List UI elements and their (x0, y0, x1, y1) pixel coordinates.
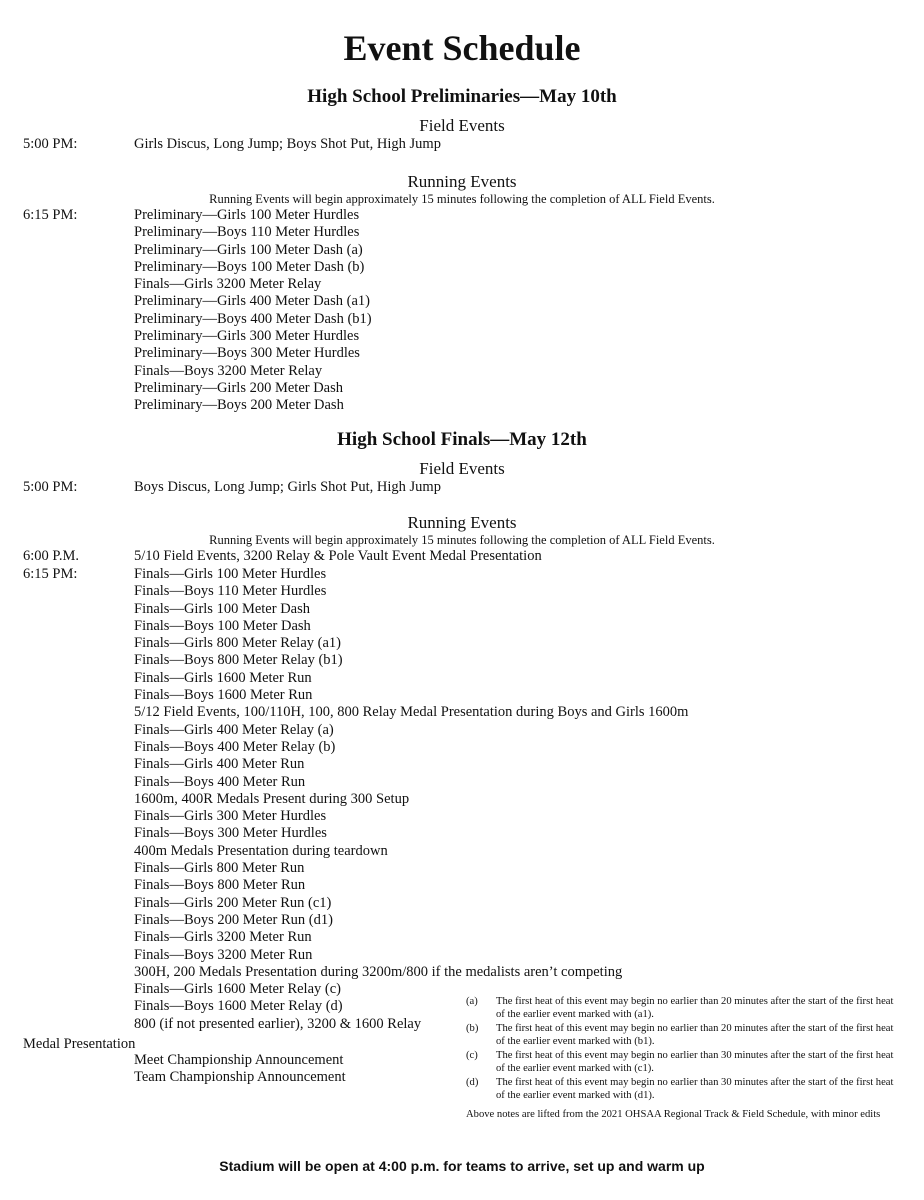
finals-field-heading: Field Events (419, 459, 505, 478)
schedule-item: Preliminary—Boys 200 Meter Dash (134, 397, 344, 414)
schedule-item: 800 (if not presented earlier), 3200 & 1600 Relay (134, 1015, 422, 1032)
schedule-item: Finals—Boys 400 Meter Run (134, 773, 306, 790)
schedule-item: Preliminary—Boys 110 Meter Hurdles (134, 224, 360, 241)
finals-field-time: 5:00 PM: (23, 479, 78, 495)
footnote-label: (a) (466, 996, 478, 1007)
footnote-text: The first heat of this event may begin no earlier than 30 minutes after the start of the first heat of the earlier event marked with (d1). (496, 1077, 894, 1101)
schedule-item: Finals—Girls 100 Meter Dash (134, 600, 310, 617)
prelims-field-heading: Field Events (419, 116, 505, 135)
schedule-item: Preliminary—Boys 400 Meter Dash (b1) (134, 310, 372, 327)
finals-medal-event: 5/10 Field Events, 3200 Relay & Pole Vault Event Medal Presentation (134, 548, 542, 564)
footnote-label: (d) (466, 1077, 479, 1088)
footnote-label: (b) (466, 1023, 479, 1034)
closing-announcements-list (134, 1052, 346, 1087)
schedule-item: Finals—Boys 400 Meter Relay (b) (134, 738, 336, 755)
schedule-item: Finals—Boys 100 Meter Dash (134, 617, 311, 634)
schedule-item: Finals—Girls 3200 Meter Run (134, 929, 312, 946)
schedule-item: Finals—Girls 400 Meter Run (134, 756, 305, 773)
schedule-item: Preliminary—Girls 100 Meter Hurdles (134, 207, 360, 223)
schedule-item: Finals—Boys 1600 Meter Run (134, 687, 313, 704)
schedule-item: 400m Medals Presentation during teardown (134, 842, 388, 859)
schedule-item: Finals—Girls 200 Meter Run (c1) (134, 894, 332, 911)
page-title: Event Schedule (343, 28, 581, 68)
prelims-running-list (134, 207, 372, 415)
schedule-item: Team Championship Announcement (134, 1069, 346, 1086)
finals-heading: High School Finals—May 12th (337, 429, 587, 450)
schedule-item: Preliminary—Girls 100 Meter Dash (a) (134, 241, 363, 258)
schedule-item: Finals—Boys 800 Meter Run (134, 877, 306, 894)
schedule-item: Preliminary—Girls 400 Meter Dash (a1) (134, 293, 370, 310)
footnote (466, 1049, 902, 1075)
schedule-item: 5/12 Field Events, 100/110H, 100, 800 Relay Medal Presentation during Boys and Girls 1600m (134, 704, 689, 721)
footnotes-source: Above notes are lifted from the 2021 OHSAA Regional Track & Field Schedule, with minor edits (466, 1109, 881, 1120)
schedule-item: Finals—Girls 100 Meter Hurdles (134, 566, 327, 582)
schedule-item: Preliminary—Boys 300 Meter Hurdles (134, 345, 360, 362)
schedule-item: Preliminary—Girls 300 Meter Hurdles (134, 328, 360, 345)
footnote (466, 995, 902, 1021)
finals-running-intro: Running Events will begin approximately 15 minutes following the completion of ALL Field Events. (209, 533, 715, 547)
prelims-field-time: 5:00 PM: (23, 136, 78, 152)
footnote-text: The first heat of this event may begin no earlier than 30 minutes after the start of the first heat of the earlier event marked with (c1). (496, 1050, 894, 1074)
schedule-item: Finals—Girls 800 Meter Run (134, 860, 305, 877)
medal-presentation-label: Medal Presentation (23, 1036, 136, 1052)
stadium-open-notice: Stadium will be open at 4:00 p.m. for teams to arrive, set up and warm up (219, 1158, 705, 1174)
schedule-item: Preliminary—Girls 200 Meter Dash (134, 379, 344, 396)
prelims-field-events: Girls Discus, Long Jump; Boys Shot Put, High Jump (134, 136, 441, 152)
schedule-item: Finals—Girls 800 Meter Relay (a1) (134, 635, 341, 652)
schedule-item: Finals—Boys 1600 Meter Relay (d) (134, 998, 343, 1015)
schedule-item: Finals—Girls 400 Meter Relay (a) (134, 721, 334, 738)
schedule-item: Finals—Boys 3200 Meter Relay (134, 362, 323, 379)
schedule-item: Finals—Girls 1600 Meter Run (134, 669, 312, 686)
finals-running-list (134, 566, 688, 1033)
footnote-label: (c) (466, 1050, 478, 1061)
schedule-item: 1600m, 400R Medals Present during 300 Setup (134, 790, 410, 807)
footnotes (466, 995, 902, 1121)
prelims-running-time: 6:15 PM: (23, 207, 78, 223)
footnote (466, 1022, 902, 1048)
prelims-heading: High School Preliminaries—May 10th (307, 86, 617, 107)
schedule-item: Finals—Boys 3200 Meter Run (134, 946, 313, 963)
finals-running-time: 6:15 PM: (23, 566, 78, 582)
footnote-text: The first heat of this event may begin no earlier than 20 minutes after the start of the first heat of the earlier event marked with (b1). (496, 1023, 894, 1047)
schedule-item: Finals—Girls 1600 Meter Relay (c) (134, 981, 341, 998)
prelims-running-heading: Running Events (407, 172, 517, 191)
footnote (466, 1076, 902, 1102)
schedule-item: Finals—Girls 3200 Meter Relay (134, 276, 322, 293)
schedule-item: 300H, 200 Medals Presentation during 3200m/800 if the medalists aren’t competing (134, 963, 623, 980)
schedule-item: Finals—Boys 110 Meter Hurdles (134, 583, 327, 600)
finals-medal-time: 6:00 P.M. (23, 548, 80, 564)
schedule-item: Finals—Girls 300 Meter Hurdles (134, 808, 327, 825)
finals-field-events: Boys Discus, Long Jump; Girls Shot Put, High Jump (134, 479, 441, 495)
footnote-text: The first heat of this event may begin no earlier than 20 minutes after the start of the first heat of the earlier event marked with (a1). (496, 996, 894, 1020)
finals-running-heading: Running Events (407, 513, 517, 532)
schedule-item: Finals—Boys 800 Meter Relay (b1) (134, 652, 343, 669)
prelims-running-intro: Running Events will begin approximately 15 minutes following the completion of ALL Field Events. (209, 192, 715, 206)
schedule-item: Finals—Boys 300 Meter Hurdles (134, 825, 327, 842)
schedule-item: Finals—Boys 200 Meter Run (d1) (134, 911, 333, 928)
schedule-item: Preliminary—Boys 100 Meter Dash (b) (134, 258, 365, 275)
schedule-item: Meet Championship Announcement (134, 1052, 344, 1068)
